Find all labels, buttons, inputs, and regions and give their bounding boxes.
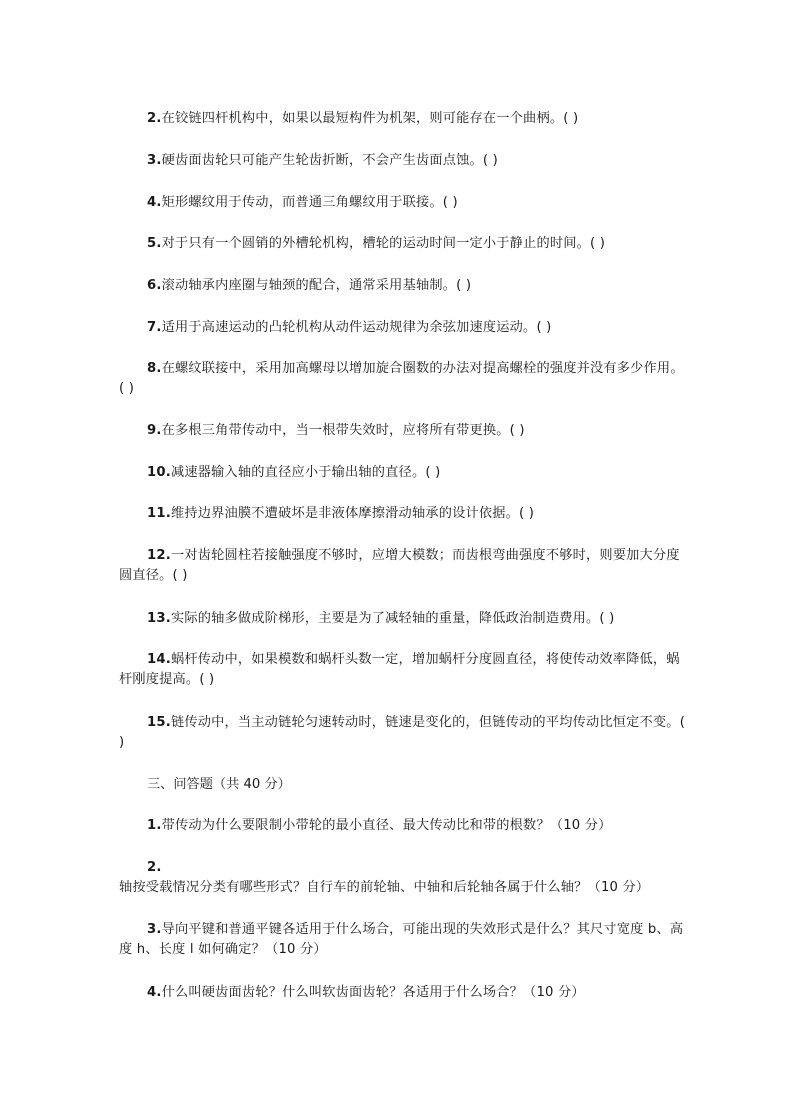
judgment-item-2: 2.在铰链四杆机构中，如果以最短构件为机架，则可能存在一个曲柄。( ) <box>147 111 579 127</box>
judgment-item-12: 12.一对齿轮圆柱若接触强度不够时，应增大模数；而齿根弯曲强度不够时，则要加大分度圆直径。( ) <box>119 548 680 584</box>
judgment-item-11: 11.维持边界油膜不遭破坏是非液体摩擦滑动轴承的设计依据。( ) <box>147 506 535 522</box>
question-item-3: 3.导向平键和普通平键各适用于什么场合，可能出现的失效形式是什么？其尺寸宽度 b、高度 h、长度 l 如何确定？（10 分） <box>119 922 684 958</box>
question-item-1: 1.带传动为什么要限制小带轮的最小直径、最大传动比和带的根数？（10 分） <box>147 818 612 834</box>
question-item-4: 4.什么叫硬齿面齿轮？什么叫软齿面齿轮？各适用于什么场合？（10 分） <box>147 985 585 1001</box>
judgment-item-15: 15.链传动中，当主动链轮匀速转动时，链速是变化的，但链传动的平均传动比恒定不变。( ) <box>119 715 686 751</box>
section-title: 三、问答题（共 40 分） <box>147 777 291 793</box>
judgment-item-6: 6.滚动轴承内座圈与轴颈的配合，通常采用基轴制。( ) <box>147 278 472 294</box>
judgment-item-4: 4.矩形螺纹用于传动，而普通三角螺纹用于联接。( ) <box>147 195 458 211</box>
judgment-item-13: 13.实际的轴多做成阶梯形，主要是为了减轻轴的重量，降低政治制造费用。( ) <box>147 611 615 627</box>
judgment-item-7: 7.适用于高速运动的凸轮机构从动件运动规律为余弦加速度运动。( ) <box>147 320 552 336</box>
judgment-item-8: 8.在螺纹联接中，采用加高螺母以增加旋合圈数的办法对提高螺栓的强度并没有多少作用。( ) <box>119 361 684 397</box>
question-item-2: 2.轴按受载情况分类有哪些形式？自行车的前轮轴、中轴和后轮轴各属于什么轴？（10 分） <box>119 860 650 896</box>
judgment-item-9: 9.在多根三角带传动中，当一根带失效时，应将所有带更换。( ) <box>147 423 525 439</box>
judgment-item-14: 14.蜗杆传动中，如果模数和蜗杆头数一定，增加蜗杆分度圆直径，将使传动效率降低，蜗杆刚度提高。( ) <box>119 652 680 688</box>
judgment-item-5: 5.对于只有一个圆销的外槽轮机构，槽轮的运动时间一定小于静止的时间。( ) <box>147 236 606 252</box>
judgment-item-3: 3.硬齿面齿轮只可能产生轮齿折断，不会产生齿面点蚀。( ) <box>147 153 498 169</box>
judgment-item-10: 10.减速器输入轴的直径应小于输出轴的直径。( ) <box>147 465 441 481</box>
